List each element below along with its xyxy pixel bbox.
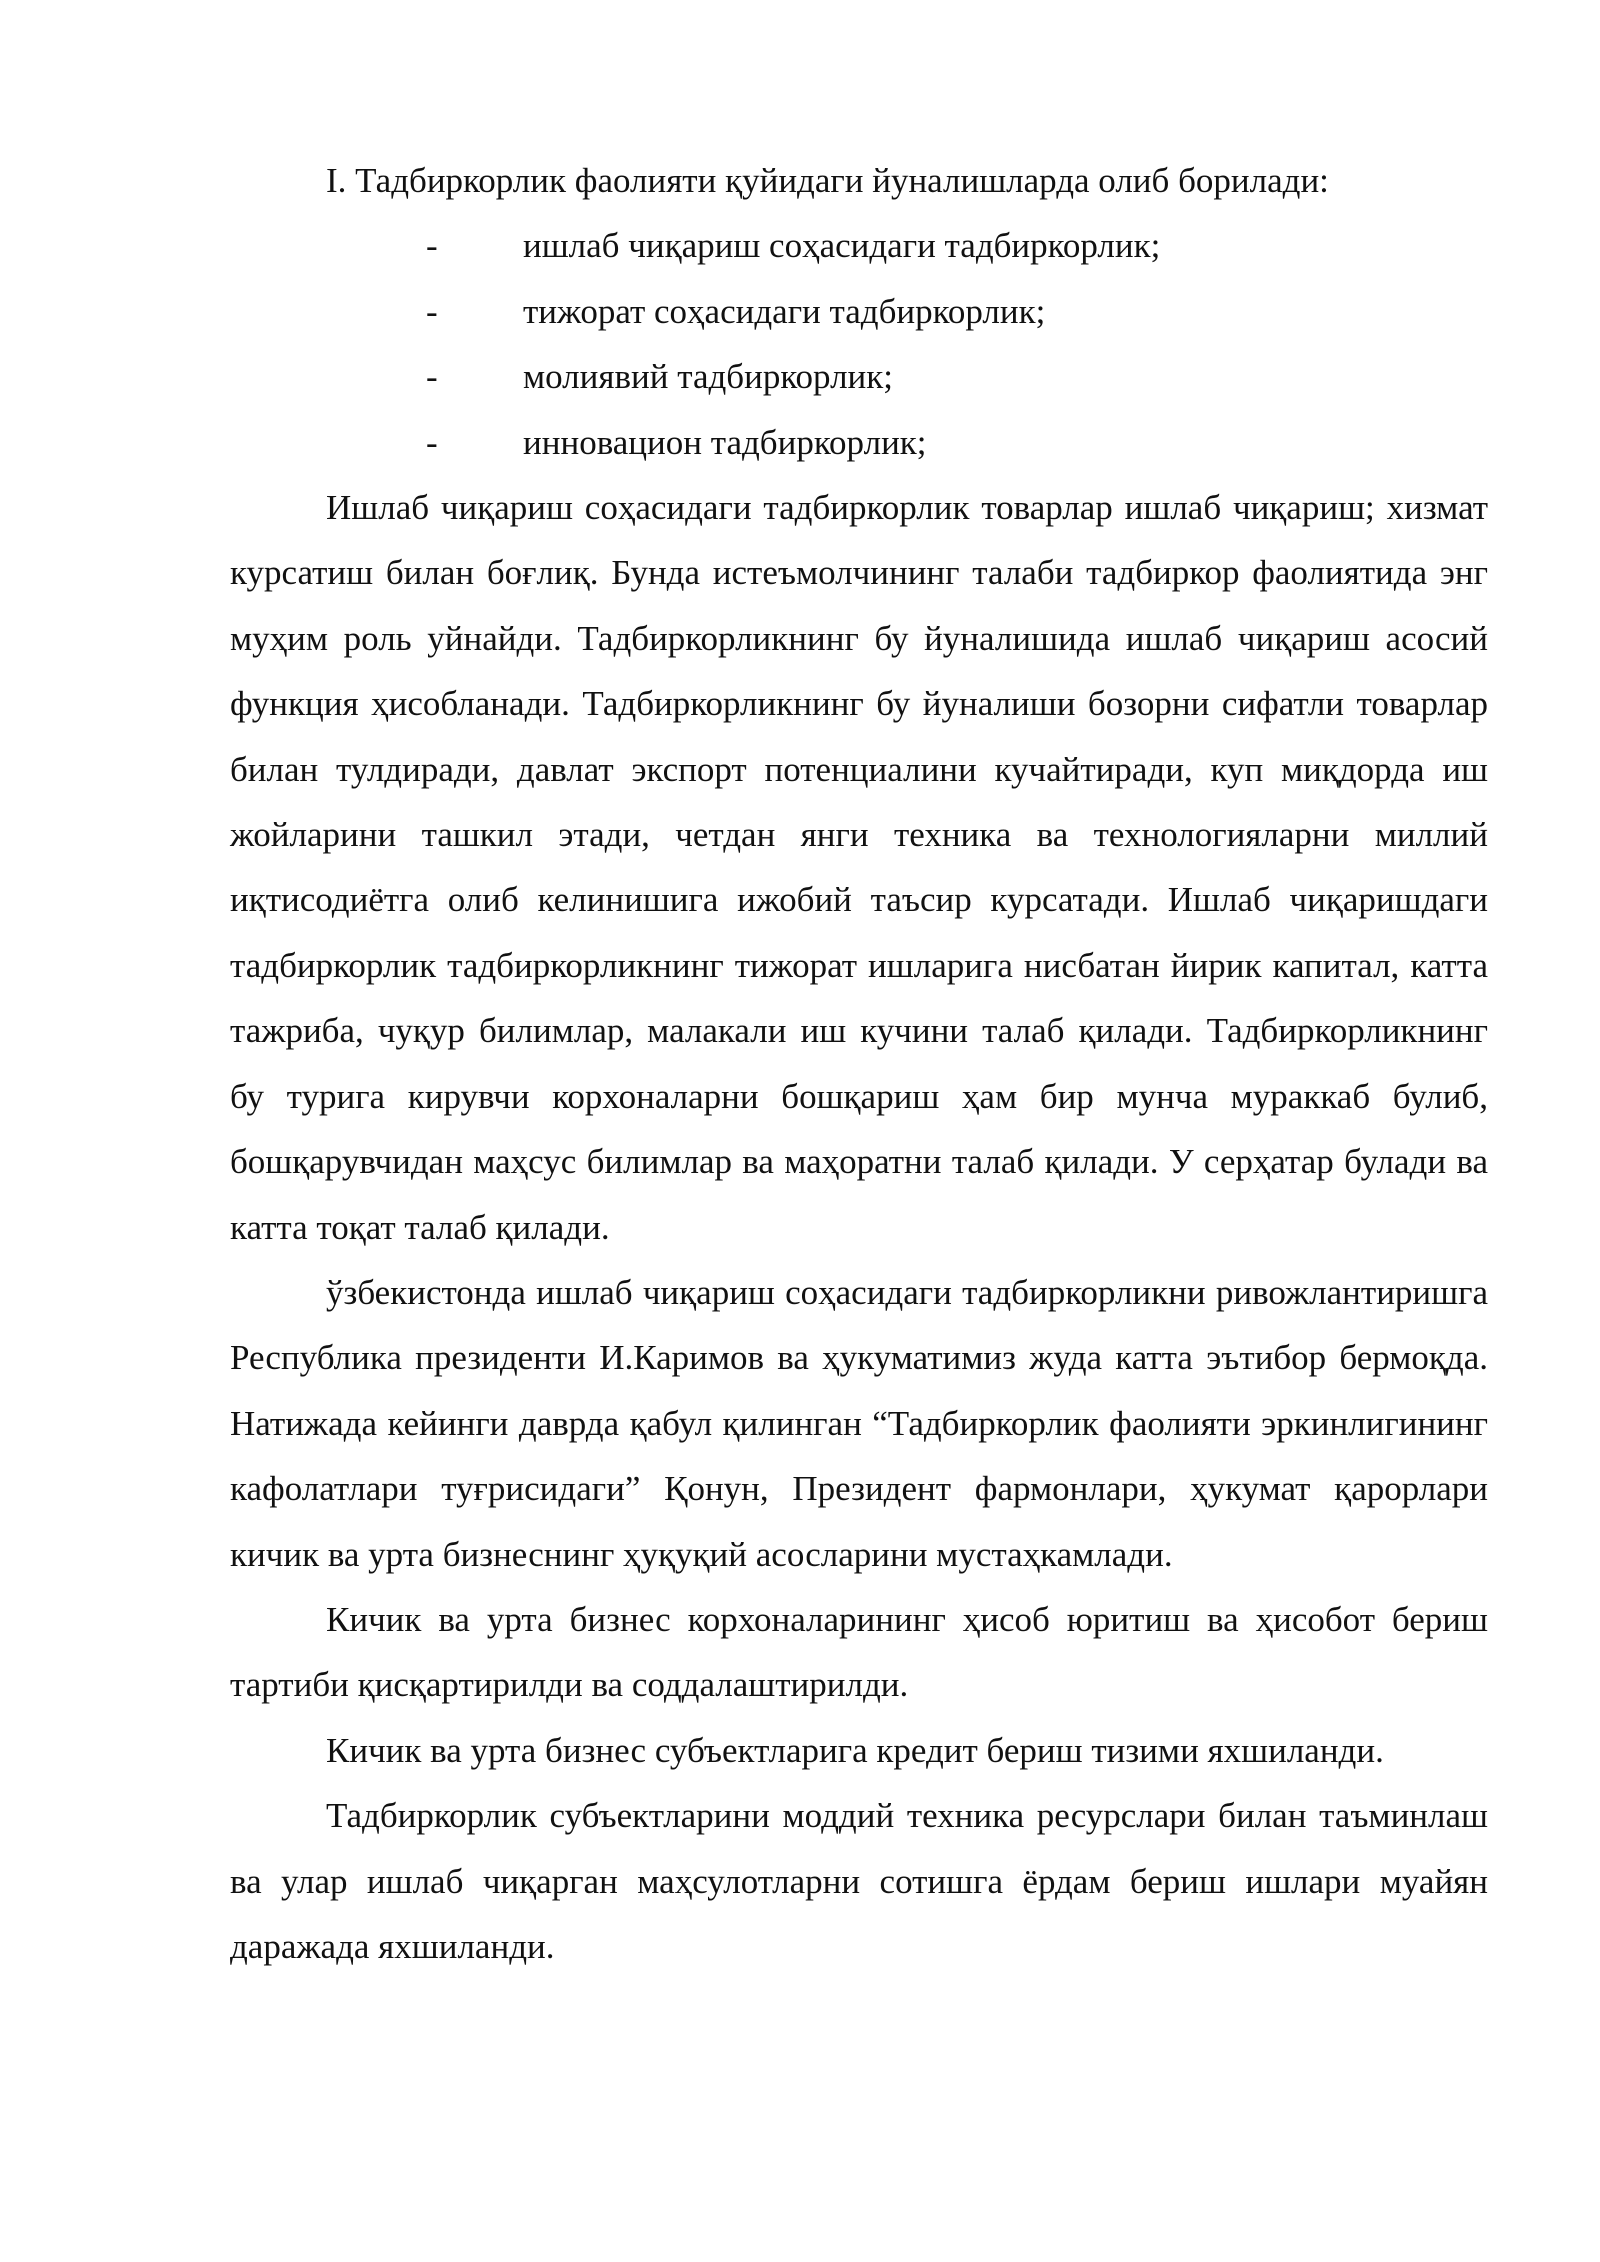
section-heading: I. Тадбиркорлик фаолияти қуйидаги йуналишларда олиб борилади: — [326, 161, 1329, 200]
direction-list — [230, 213, 1488, 475]
paragraph-credit: Кичик ва урта бизнес субъектларига кредит бериш тизими яхшиланди. — [326, 1730, 1384, 1770]
document-page — [230, 148, 1488, 1979]
list-marker: - — [426, 291, 438, 331]
paragraph-accounting: Кичик ва урта бизнес корхоналарининг ҳисоб юритиш ва ҳисобот бериш тартиби қисқартирилди ва соддалаштирилди. — [230, 1599, 1488, 1705]
list-marker: - — [426, 226, 438, 266]
list-item-text: тижорат соҳасидаги тадбиркорлик; — [523, 291, 1046, 331]
list-item-text: ишлаб чиқариш соҳасидаги тадбиркорлик; — [523, 226, 1161, 266]
list-item — [230, 410, 1488, 475]
list-item-text: молиявий тадбиркорлик; — [523, 357, 894, 397]
list-item — [230, 344, 1488, 409]
paragraph-resources: Тадбиркорлик субъектларини моддий техника ресурслари билан таъминлаш ва улар ишлаб чиқарган маҳсулотларни сотишга ёрдам бериш ишлари муайян даражада яхшиланди. — [230, 1796, 1488, 1966]
list-marker: - — [426, 357, 438, 397]
paragraph-production: Ишлаб чиқариш соҳасидаги тадбиркорлик товарлар ишлаб чиқариш; хизмат курсатиш билан боғлиқ. Бунда истеъмолчининг талаби тадбиркор фаолиятида энг муҳим роль уйнайди. Тадбиркорликнинг бу йуналишида ишлаб чиқариш асосий функция ҳисобланади. Тадбиркорликнинг бу йуналиши бозорни сифатли товарлар билан тулдиради, давлат экспорт потенциалини кучайтиради, куп миқдорда иш жойларини ташкил этади, четдан янги техника ва технологияларни миллий иқтисодиётга олиб келинишига ижобий таъсир курсатади. Ишлаб чиқаришдаги тадбиркорлик тадбиркорликнинг тижорат ишларига нисбатан йирик капитал, катта тажриба, чуқур билимлар, малакали иш кучини талаб қилади. Тадбиркорликнинг бу турига кирувчи корхоналарни бошқариш ҳам бир мунча мураккаб булиб, бошқарувчидан маҳсус билимлар ва маҳоратни талаб қилади. У серҳатар булади ва катта тоқат талаб қилади. — [230, 488, 1488, 1247]
list-marker: - — [426, 422, 438, 462]
list-item — [230, 213, 1488, 278]
list-item — [230, 279, 1488, 344]
list-item-text: инновацион тадбиркорлик; — [523, 422, 927, 462]
paragraph-uzbekistan: ўзбекистонда ишлаб чиқариш соҳасидаги тадбиркорликни ривожлантиришга Республика президенти И.Каримов ва ҳукуматимиз жуда катта эътибор бермоқда. Натижада кейинги даврда қабул қилинган “Тадбиркорлик фаолияти эркинлигининг кафолатлари туғрисидаги” Қонун, Президент фармонлари, ҳукумат қарорлари кичик ва урта бизнеснинг ҳуқуқий асосларини мустаҳкамлади. — [230, 1272, 1488, 1574]
